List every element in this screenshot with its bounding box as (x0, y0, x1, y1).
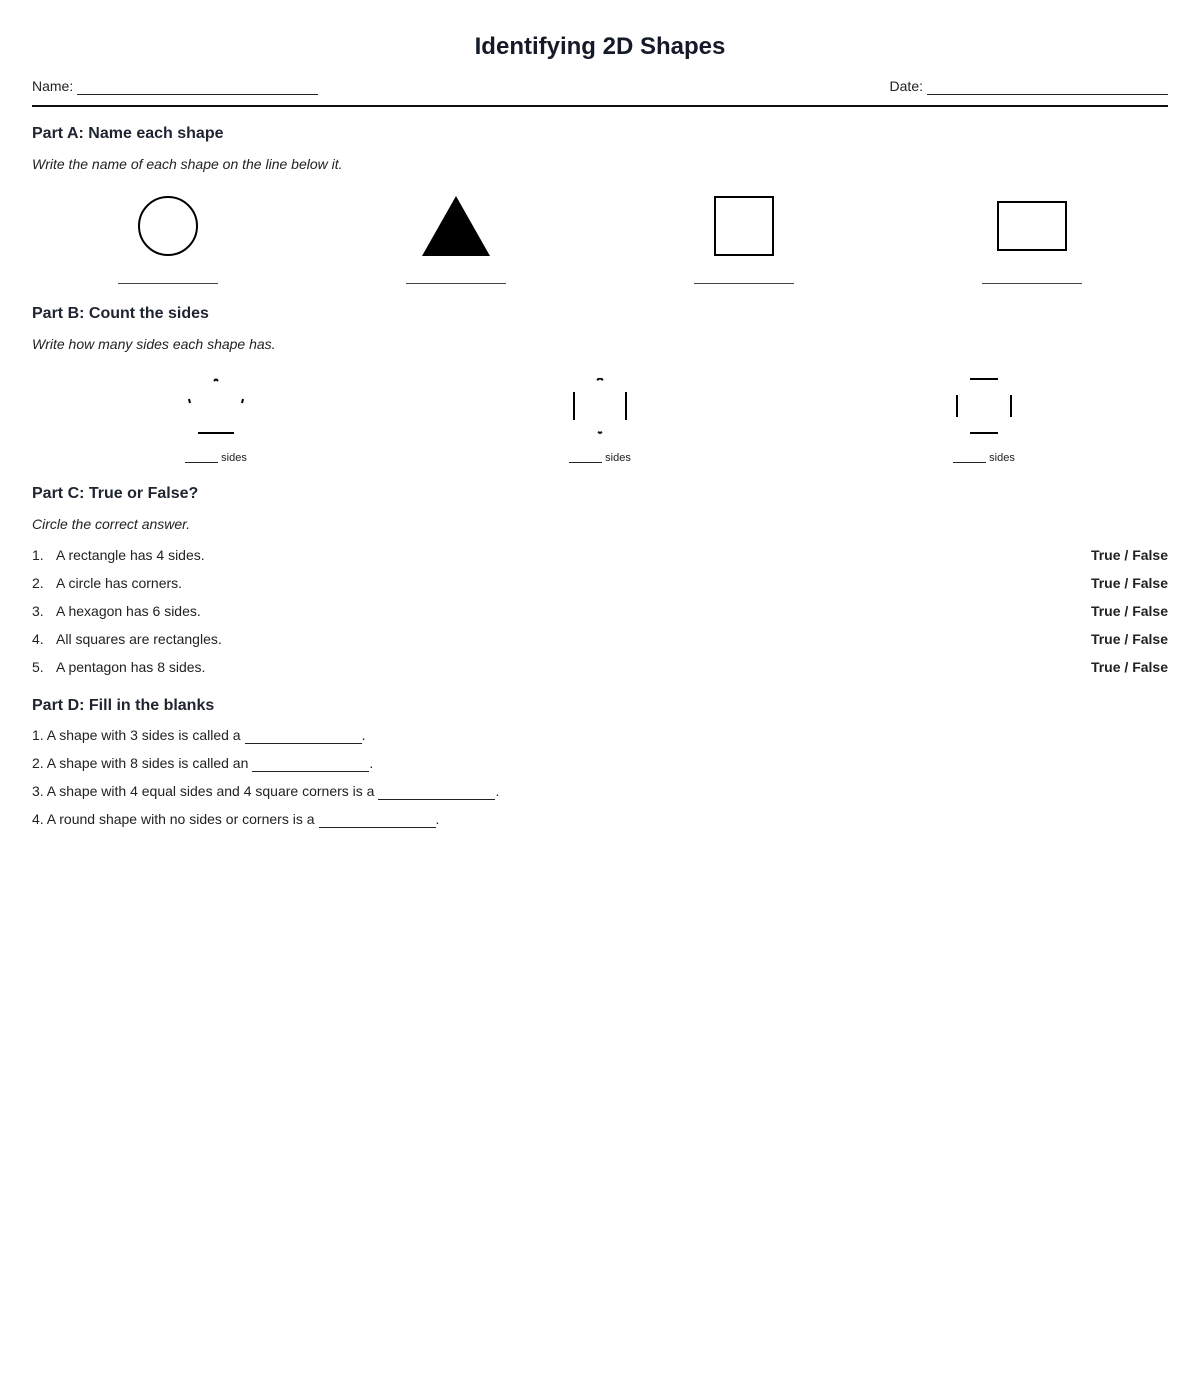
part-c-instruction: Circle the correct answer. (32, 516, 191, 532)
hexagon-shape (572, 378, 628, 434)
part-a-shape-rectangle (888, 200, 1176, 252)
date-field[interactable] (890, 78, 1168, 95)
fill-item-text: 3. A shape with 4 equal sides and 4 square corners is a (32, 783, 375, 799)
part-b-title: Part B: Count the sides (32, 305, 209, 322)
sides-blank-1[interactable] (185, 452, 218, 463)
sides-blank-2[interactable] (569, 452, 602, 463)
fill-blank[interactable] (319, 813, 436, 828)
sides-blank-3[interactable] (953, 452, 986, 463)
tf-item-statement: A circle has corners. (56, 575, 183, 591)
fill-item-text: 2. A shape with 8 sides is called an (32, 755, 249, 771)
tf-item-number: 4. (32, 631, 44, 647)
tf-item-3 (32, 603, 1168, 623)
part-c-title: Part C: True or False? (32, 485, 199, 502)
fill-item-3 (32, 783, 499, 800)
fill-blank[interactable] (378, 785, 495, 800)
sides-label-3: sides (989, 452, 1015, 464)
name-label: Name: (32, 78, 74, 94)
sides-label-1: sides (221, 452, 247, 464)
part-b-sides-3[interactable] (924, 452, 1044, 464)
tf-item-statement: A hexagon has 6 sides. (56, 603, 201, 619)
date-blank[interactable] (927, 79, 1168, 95)
tf-item-5 (32, 659, 1168, 679)
part-a-answer-line-4[interactable] (982, 283, 1082, 284)
part-a-title: Part A: Name each shape (32, 125, 224, 142)
fill-blank[interactable] (245, 729, 362, 744)
tf-item-1 (32, 547, 1168, 567)
fill-item-1 (32, 727, 365, 744)
tf-item-2 (32, 575, 1168, 595)
true-false-choice[interactable]: True / False (1090, 547, 1168, 563)
part-b-instruction: Write how many sides each shape has. (32, 336, 276, 352)
part-b-sides-1[interactable] (156, 452, 276, 464)
sides-label-2: sides (605, 452, 631, 464)
true-false-choice[interactable]: True / False (1090, 659, 1168, 675)
part-a-shape-square (600, 195, 888, 257)
fill-item-4 (32, 811, 439, 828)
tf-item-number: 2. (32, 575, 44, 591)
tf-item-number: 5. (32, 659, 44, 675)
part-a-answer-line-1[interactable] (118, 283, 218, 284)
fill-item-end: . (435, 811, 440, 827)
tf-item-number: 1. (32, 547, 44, 563)
fill-blank[interactable] (252, 757, 369, 772)
fill-item-text: 4. A round shape with no sides or corners is a (32, 811, 315, 827)
part-d-title: Part D: Fill in the blanks (32, 697, 215, 714)
part-a-answer-line-2[interactable] (406, 283, 506, 284)
part-b-shape-hexagon (456, 378, 744, 434)
square-shape (713, 195, 775, 257)
worksheet-title: Identifying 2D Shapes (474, 33, 726, 60)
name-date-row (32, 78, 1168, 107)
triangle-shape (420, 195, 492, 257)
tf-item-statement: All squares are rectangles. (56, 631, 222, 647)
tf-item-4 (32, 631, 1168, 651)
date-label: Date: (889, 78, 923, 94)
part-b-shape-pentagon (72, 378, 360, 434)
part-a-instruction: Write the name of each shape on the line below it. (32, 156, 343, 172)
fill-item-end: . (361, 727, 366, 743)
fill-item-2 (32, 755, 373, 772)
true-false-choice[interactable]: True / False (1090, 575, 1168, 591)
pentagon-shape (188, 378, 244, 434)
name-field[interactable] (32, 78, 318, 95)
fill-item-end: . (495, 783, 500, 799)
part-b-shape-octagon (840, 378, 1128, 434)
circle-shape (137, 195, 199, 257)
tf-item-statement: A pentagon has 8 sides. (56, 659, 206, 675)
tf-item-statement: A rectangle has 4 sides. (56, 547, 205, 563)
part-a-shape-circle (24, 195, 312, 257)
fill-item-text: 1. A shape with 3 sides is called a (32, 727, 241, 743)
tf-item-number: 3. (32, 603, 44, 619)
part-b-sides-2[interactable] (540, 452, 660, 464)
true-false-choice[interactable]: True / False (1090, 603, 1168, 619)
octagon-shape (956, 378, 1012, 434)
true-false-choice[interactable]: True / False (1090, 631, 1168, 647)
fill-item-end: . (369, 755, 374, 771)
name-blank[interactable] (77, 79, 318, 95)
part-a-shape-triangle (312, 195, 600, 257)
rectangle-shape (996, 200, 1068, 252)
part-a-answer-line-3[interactable] (694, 283, 794, 284)
